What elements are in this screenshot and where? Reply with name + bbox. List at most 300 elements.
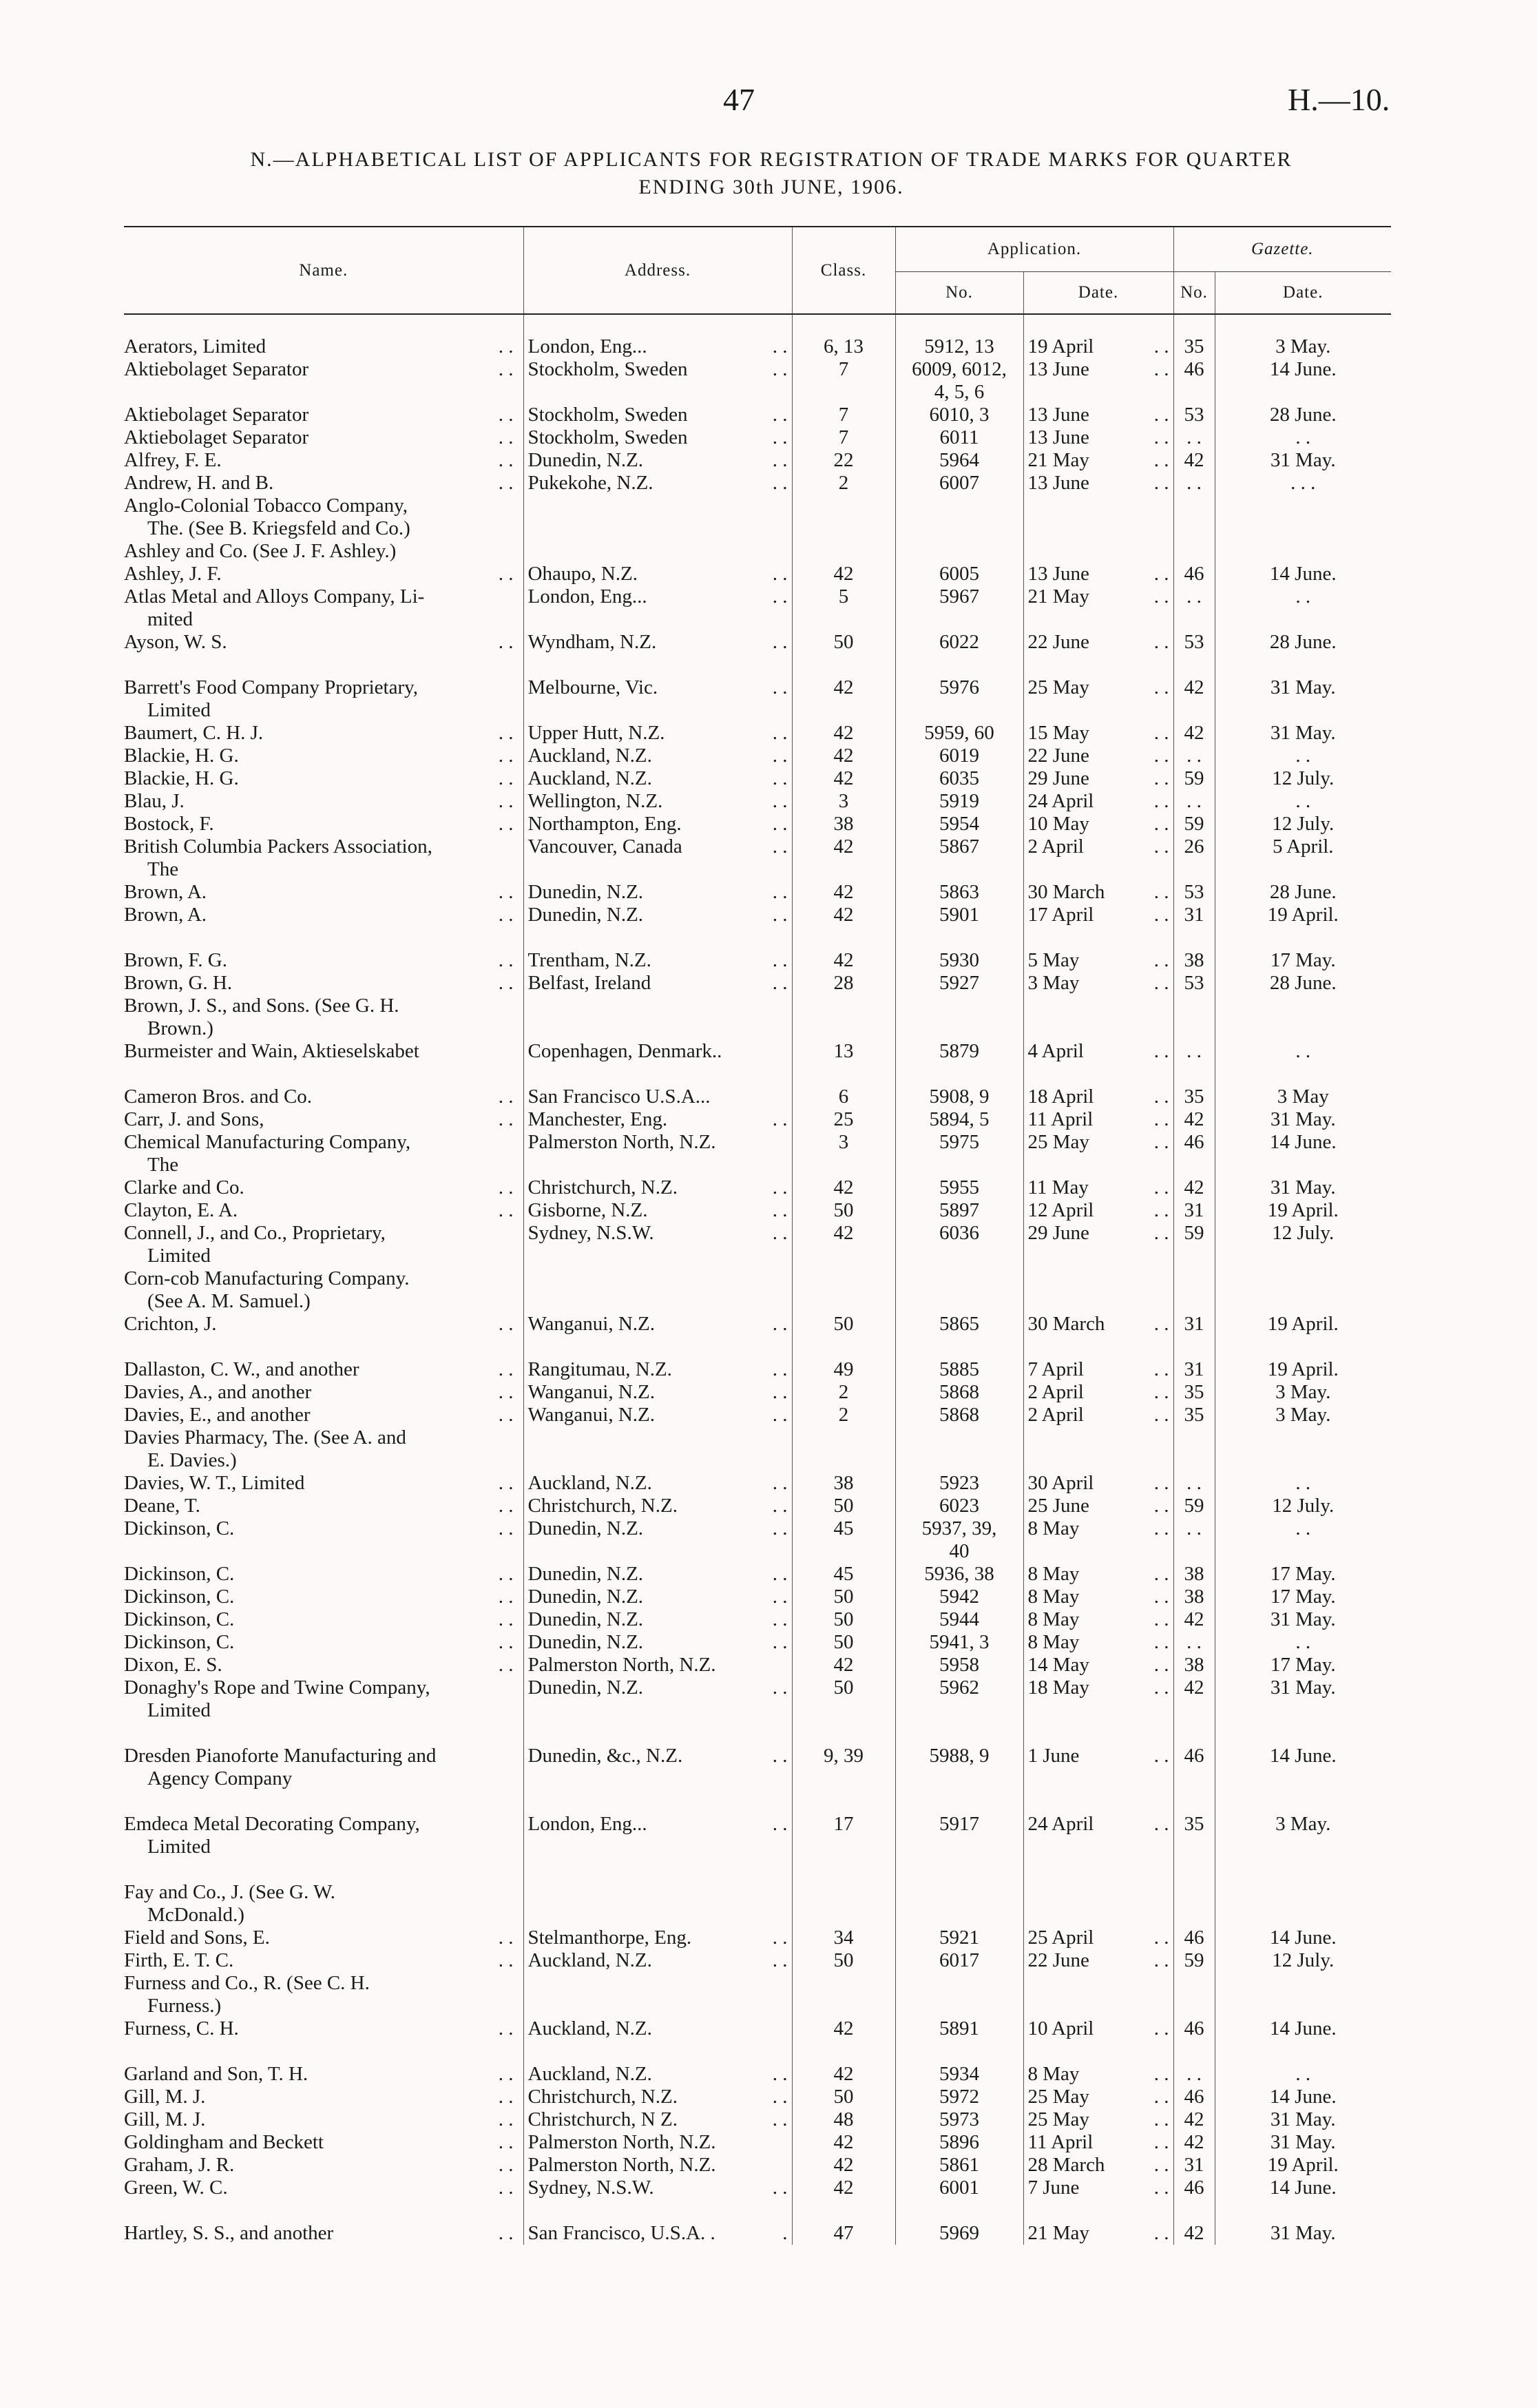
header-gazette-no: No.	[1173, 272, 1215, 315]
gazette-date: . .	[1215, 2063, 1391, 2086]
application-number: 40	[895, 1540, 1023, 1563]
gazette-date	[1215, 1881, 1391, 1904]
address-leader: . .	[772, 1586, 788, 1608]
date-leader: . .	[1153, 790, 1169, 812]
address-leader: .	[782, 2222, 788, 2244]
gazette-date: . .	[1215, 585, 1391, 608]
trade-class: 45	[792, 1563, 895, 1586]
gazette-date: 12 July.	[1215, 767, 1391, 790]
application-number: 6009, 6012,	[895, 358, 1023, 381]
application-date: 2 April	[1027, 1381, 1084, 1403]
application-number: 5919	[895, 790, 1023, 813]
gazette-number: 26	[1173, 835, 1215, 858]
application-number: 5955	[895, 1176, 1023, 1199]
applicant-address: Melbourne, Vic.	[527, 676, 658, 698]
gazette-number: 53	[1173, 972, 1215, 995]
date-leader: . .	[1153, 1949, 1169, 1971]
gazette-number: . .	[1173, 426, 1215, 449]
gazette-number	[1173, 540, 1215, 563]
gazette-number: 38	[1173, 1654, 1215, 1677]
application-number: 5921	[895, 1927, 1023, 1949]
trade-class: 42	[792, 1222, 895, 1245]
application-date: 13 June	[1027, 358, 1089, 380]
table-row	[124, 1586, 1391, 1608]
spacer-row	[124, 1063, 1391, 1086]
applicant-address: Dunedin, &c., N.Z.	[527, 1745, 683, 1767]
applicant-name: Dickinson, C.	[124, 1631, 235, 1653]
applicant-name: Davies, W. T., Limited	[124, 1472, 305, 1494]
address-leader: . .	[772, 790, 788, 812]
name-leader: . .	[498, 881, 514, 903]
gazette-number	[1173, 517, 1215, 540]
application-number	[895, 1426, 1023, 1449]
address-leader: . .	[772, 835, 788, 858]
application-date: 13 June	[1027, 472, 1089, 494]
gazette-number	[1173, 1267, 1215, 1290]
applicant-name: mited	[147, 608, 194, 630]
gazette-date: 14 June.	[1215, 2177, 1391, 2199]
application-number: 5868	[895, 1381, 1023, 1404]
applicant-address: London, Eng...	[527, 1813, 647, 1835]
applicant-name: The. (See B. Kriegsfeld and Co.)	[147, 517, 410, 539]
table-row	[124, 1813, 1391, 1836]
gazette-date: 14 June.	[1215, 1745, 1391, 1767]
gazette-date: 31 May.	[1215, 1608, 1391, 1631]
applicant-name: Dickinson, C.	[124, 1608, 235, 1630]
trade-class: 48	[792, 2108, 895, 2131]
gazette-number: 31	[1173, 1313, 1215, 1336]
trade-class: 50	[792, 1631, 895, 1654]
application-number	[895, 608, 1023, 631]
application-number	[895, 1881, 1023, 1904]
gazette-date: 14 June.	[1215, 1927, 1391, 1949]
application-date: 2 April	[1027, 1404, 1084, 1426]
address-leader: . .	[772, 1472, 788, 1494]
application-date: 25 May	[1027, 2108, 1089, 2130]
gazette-date: . . .	[1215, 472, 1391, 495]
trade-class	[792, 1767, 895, 1790]
gazette-date: 14 June.	[1215, 2086, 1391, 2108]
application-date: 29 June	[1027, 1222, 1089, 1244]
application-date: 17 April	[1027, 904, 1094, 926]
date-leader: . .	[1153, 631, 1169, 653]
application-date: 25 May	[1027, 676, 1089, 698]
applicant-name: Brown, G. H.	[124, 972, 233, 994]
applicant-address: Wanganui, N.Z.	[527, 1404, 656, 1426]
gazette-number: 59	[1173, 1949, 1215, 1972]
date-leader: . .	[1153, 1586, 1169, 1608]
gazette-date: 19 April.	[1215, 2154, 1391, 2177]
name-leader: . .	[498, 335, 514, 357]
date-leader: . .	[1153, 2063, 1169, 2085]
gazette-date	[1215, 1972, 1391, 1995]
applicant-name: Furness, C. H.	[124, 2017, 239, 2039]
date-leader: . .	[1153, 426, 1169, 448]
gazette-date	[1215, 1154, 1391, 1176]
applicant-name: (See A. M. Samuel.)	[147, 1290, 311, 1312]
gazette-number: 42	[1173, 722, 1215, 745]
gazette-number: 35	[1173, 314, 1215, 358]
address-leader: . .	[772, 563, 788, 585]
applicant-name: Limited	[147, 1836, 211, 1858]
name-leader: . .	[498, 1404, 514, 1426]
table-row	[124, 1290, 1391, 1313]
table-row	[124, 1449, 1391, 1472]
applicant-address: Pukekohe, N.Z.	[527, 472, 654, 494]
applicant-address: Rangitumau, N.Z.	[527, 1358, 672, 1380]
trade-class: 42	[792, 1654, 895, 1677]
applicant-address: Palmerston North, N.Z.	[527, 1654, 716, 1676]
application-date: 21 May	[1027, 449, 1089, 471]
gazette-date: . .	[1215, 426, 1391, 449]
address-leader: . .	[772, 1313, 788, 1335]
table-row	[124, 1836, 1391, 1858]
applicant-address: Dunedin, N.Z.	[527, 904, 644, 926]
trade-class: 25	[792, 1108, 895, 1131]
gazette-number	[1173, 1540, 1215, 1563]
trade-class: 2	[792, 472, 895, 495]
applicant-address: Christchurch, N Z.	[527, 2108, 678, 2130]
gazette-number	[1173, 1972, 1215, 1995]
application-number	[895, 1245, 1023, 1267]
name-leader: . .	[498, 790, 514, 812]
gazette-date: 31 May.	[1215, 1677, 1391, 1699]
table-row	[124, 585, 1391, 608]
name-leader: . .	[498, 426, 514, 448]
name-leader: . .	[498, 813, 514, 835]
table-row	[124, 2131, 1391, 2154]
applicant-name: Limited	[147, 699, 211, 721]
application-date: 13 June	[1027, 426, 1089, 448]
applicant-name: Bostock, F.	[124, 813, 214, 835]
applicant-address: Palmerston North, N.Z.	[527, 2154, 716, 2176]
name-leader: . .	[498, 1563, 514, 1585]
trade-class	[792, 995, 895, 1017]
application-number: 5867	[895, 835, 1023, 858]
application-number: 5942	[895, 1586, 1023, 1608]
applicant-name: Agency Company	[147, 1767, 293, 1789]
name-leader: . .	[498, 2017, 514, 2039]
application-number	[895, 1995, 1023, 2017]
gazette-date: 28 June.	[1215, 631, 1391, 654]
applicant-name: Davies Pharmacy, The. (See A. and	[124, 1426, 406, 1449]
application-number: 6017	[895, 1949, 1023, 1972]
address-leader: . .	[772, 904, 788, 926]
header-class: Class.	[792, 227, 895, 314]
address-leader: . .	[772, 1199, 788, 1221]
application-number: 5936, 38	[895, 1563, 1023, 1586]
gazette-date: . .	[1215, 1472, 1391, 1495]
application-number	[895, 1836, 1023, 1858]
name-leader: . .	[498, 2154, 514, 2176]
date-leader: . .	[1153, 1358, 1169, 1380]
document-reference: H.—10.	[1288, 82, 1390, 117]
gazette-date	[1215, 517, 1391, 540]
gazette-number: 35	[1173, 1813, 1215, 1836]
gazette-number: 59	[1173, 813, 1215, 835]
trade-class	[792, 1267, 895, 1290]
applicant-address: Auckland, N.Z.	[527, 767, 652, 789]
application-number: 5954	[895, 813, 1023, 835]
address-leader: . .	[772, 767, 788, 789]
trade-class: 34	[792, 1927, 895, 1949]
address-leader: . .	[772, 1745, 788, 1767]
applicants-table	[124, 226, 1391, 2245]
trade-class: 50	[792, 1313, 895, 1336]
application-date: 8 May	[1027, 1631, 1080, 1653]
application-date: 10 May	[1027, 813, 1089, 835]
name-leader: . .	[498, 949, 514, 971]
application-date: 15 May	[1027, 722, 1089, 744]
address-leader: . .	[772, 1358, 788, 1380]
table-row	[124, 1086, 1391, 1108]
address-leader: . .	[772, 2063, 788, 2085]
name-leader: . .	[498, 1108, 514, 1130]
applicant-address: Dunedin, N.Z.	[527, 449, 644, 471]
application-number: 5988, 9	[895, 1745, 1023, 1767]
table-row	[124, 426, 1391, 449]
applicant-address: Wellington, N.Z.	[527, 790, 663, 812]
table-row	[124, 1995, 1391, 2017]
table-row	[124, 2154, 1391, 2177]
gazette-number: 42	[1173, 2108, 1215, 2131]
gazette-number: 46	[1173, 563, 1215, 585]
applicant-address: Palmerston North, N.Z.	[527, 2131, 716, 2153]
address-leader: . .	[772, 1631, 788, 1653]
application-number: 5972	[895, 2086, 1023, 2108]
application-date: 22 June	[1027, 631, 1089, 653]
applicant-address: London, Eng...	[527, 585, 647, 608]
gazette-number: 31	[1173, 2154, 1215, 2177]
table-row	[124, 790, 1391, 813]
gazette-date	[1215, 540, 1391, 563]
application-date: 13 June	[1027, 563, 1089, 585]
application-number: 5865	[895, 1313, 1023, 1336]
applicant-name: Baumert, C. H. J.	[124, 722, 264, 744]
applicant-name: Gill, M. J.	[124, 2086, 206, 2108]
gazette-number: 42	[1173, 1176, 1215, 1199]
applicant-name: Corn-cob Manufacturing Company.	[124, 1267, 410, 1289]
gazette-date	[1215, 1540, 1391, 1563]
trade-class: 3	[792, 790, 895, 813]
applicant-name: Gill, M. J.	[124, 2108, 206, 2130]
applicant-name: Limited	[147, 1245, 211, 1267]
name-leader: . .	[498, 1927, 514, 1949]
applicant-name: Emdeca Metal Decorating Company,	[124, 1813, 420, 1835]
address-leader: . .	[772, 358, 788, 380]
spacer-row	[124, 2040, 1391, 2063]
table-row	[124, 1767, 1391, 1790]
applicant-name: Garland and Son, T. H.	[124, 2063, 309, 2085]
applicant-address: Auckland, N.Z.	[527, 2063, 652, 2085]
table-row	[124, 404, 1391, 426]
trade-class	[792, 1836, 895, 1858]
applicant-name: Furness.)	[147, 1995, 222, 2017]
applicant-name: Atlas Metal and Alloys Company, Li-	[124, 585, 425, 608]
gazette-date: . .	[1215, 1517, 1391, 1540]
applicant-address: Dunedin, N.Z.	[527, 1608, 644, 1630]
gazette-number	[1173, 381, 1215, 404]
header-app-no: No.	[895, 272, 1023, 315]
applicant-name: Brown, A.	[124, 881, 207, 903]
gazette-number: 42	[1173, 2222, 1215, 2245]
application-date: 7 June	[1027, 2177, 1080, 2199]
trade-class: 42	[792, 2063, 895, 2086]
date-leader: . .	[1153, 1040, 1169, 1062]
trade-class: 42	[792, 835, 895, 858]
gazette-number	[1173, 1290, 1215, 1313]
applicant-name: Dresden Pianoforte Manufacturing and	[124, 1745, 437, 1767]
gazette-date: 17 May.	[1215, 1654, 1391, 1677]
table-row	[124, 722, 1391, 745]
gazette-date: 3 May.	[1215, 1404, 1391, 1426]
date-leader: . .	[1153, 2177, 1169, 2199]
applicant-name: The	[147, 1154, 179, 1176]
application-date: 7 April	[1027, 1358, 1084, 1380]
application-number: 5927	[895, 972, 1023, 995]
trade-class: 50	[792, 631, 895, 654]
date-leader: . .	[1153, 835, 1169, 858]
trade-class: 42	[792, 949, 895, 972]
table-row	[124, 1017, 1391, 1040]
applicant-name: The	[147, 858, 179, 880]
gazette-number: 35	[1173, 1086, 1215, 1108]
date-leader: . .	[1153, 2154, 1169, 2176]
table-row	[124, 1904, 1391, 1927]
address-leader: . .	[772, 1563, 788, 1585]
gazette-number: 38	[1173, 949, 1215, 972]
application-number	[895, 858, 1023, 881]
application-date: 25 May	[1027, 1131, 1089, 1153]
applicant-name: British Columbia Packers Association,	[124, 835, 432, 858]
date-leader: . .	[1153, 1517, 1169, 1539]
applicant-address: Wyndham, N.Z.	[527, 631, 657, 653]
applicant-address: Northampton, Eng.	[527, 813, 682, 835]
applicant-address: Vancouver, Canada	[527, 835, 682, 858]
applicant-name: Burmeister and Wain, Aktieselskabet	[124, 1040, 419, 1062]
date-leader: . .	[1153, 1222, 1169, 1244]
gazette-number	[1173, 1904, 1215, 1927]
address-leader: . .	[772, 2108, 788, 2130]
title-line-1: N.—ALPHABETICAL LIST OF APPLICANTS FOR REGISTRATION OF TRADE MARKS FOR QUARTER	[250, 148, 1293, 171]
table-row	[124, 608, 1391, 631]
name-leader: . .	[498, 1176, 514, 1198]
trade-class: 42	[792, 676, 895, 699]
name-leader: . .	[498, 745, 514, 767]
application-number: 6036	[895, 1222, 1023, 1245]
gazette-number	[1173, 1881, 1215, 1904]
trade-class: 42	[792, 767, 895, 790]
trade-class: 2	[792, 1404, 895, 1426]
trade-class: 22	[792, 449, 895, 472]
date-leader: . .	[1153, 767, 1169, 789]
gazette-number: 31	[1173, 904, 1215, 926]
gazette-date	[1215, 1017, 1391, 1040]
gazette-number: . .	[1173, 1631, 1215, 1654]
applicant-name: Dallaston, C. W., and another	[124, 1358, 359, 1380]
applicant-name: Limited	[147, 1699, 211, 1721]
gazette-date	[1215, 1245, 1391, 1267]
address-leader: . .	[772, 2177, 788, 2199]
address-leader: . .	[772, 1176, 788, 1198]
application-number	[895, 1449, 1023, 1472]
gazette-number: . .	[1173, 472, 1215, 495]
spacer-row	[124, 926, 1391, 949]
gazette-number: 35	[1173, 1381, 1215, 1404]
date-leader: . .	[1153, 813, 1169, 835]
header-name: Name.	[299, 260, 348, 280]
gazette-number	[1173, 1699, 1215, 1722]
applicant-name: Blackie, H. G.	[124, 767, 239, 789]
name-leader: . .	[498, 904, 514, 926]
date-leader: . .	[1153, 2108, 1169, 2130]
table-row	[124, 949, 1391, 972]
date-leader: . .	[1153, 1086, 1169, 1108]
name-leader: . .	[498, 2086, 514, 2108]
application-number: 6011	[895, 426, 1023, 449]
trade-class: 42	[792, 2131, 895, 2154]
gazette-number	[1173, 1995, 1215, 2017]
name-leader: . .	[498, 2222, 514, 2244]
application-number	[895, 540, 1023, 563]
application-date: 11 April	[1027, 1108, 1094, 1130]
table-row	[124, 904, 1391, 926]
date-leader: . .	[1153, 1927, 1169, 1949]
applicant-name: Graham, J. R.	[124, 2154, 235, 2176]
name-leader: . .	[498, 358, 514, 380]
table-row	[124, 1040, 1391, 1063]
address-leader: . .	[772, 404, 788, 426]
trade-class: 3	[792, 1131, 895, 1154]
gazette-date: 31 May.	[1215, 1108, 1391, 1131]
address-leader: . .	[772, 335, 788, 357]
applicant-name: Aerators, Limited	[124, 335, 266, 357]
application-date: 11 May	[1027, 1176, 1089, 1198]
date-leader: . .	[1153, 2086, 1169, 2108]
applicant-address: Christchurch, N.Z.	[527, 2086, 678, 2108]
application-date: 11 April	[1027, 2131, 1094, 2153]
table-row	[124, 540, 1391, 563]
name-leader: . .	[498, 631, 514, 653]
address-leader: . .	[772, 972, 788, 994]
applicant-name: Crichton, J.	[124, 1313, 217, 1335]
date-leader: . .	[1153, 722, 1169, 744]
gazette-date	[1215, 495, 1391, 517]
applicant-address: Stelmanthorpe, Eng.	[527, 1927, 692, 1949]
gazette-number: 53	[1173, 404, 1215, 426]
application-number: 5917	[895, 1813, 1023, 1836]
trade-class: 42	[792, 881, 895, 904]
gazette-number: 46	[1173, 2086, 1215, 2108]
applicant-address: Sydney, N.S.W.	[527, 2177, 654, 2199]
name-leader: . .	[498, 1086, 514, 1108]
date-leader: . .	[1153, 972, 1169, 994]
application-number: 5973	[895, 2108, 1023, 2131]
table-row	[124, 767, 1391, 790]
gazette-date: 19 April.	[1215, 1199, 1391, 1222]
trade-class	[792, 1290, 895, 1313]
application-date: 25 April	[1027, 1927, 1094, 1949]
gazette-date	[1215, 1699, 1391, 1722]
application-number	[895, 1267, 1023, 1290]
gazette-date	[1215, 1767, 1391, 1790]
gazette-number	[1173, 1767, 1215, 1790]
table-body	[124, 314, 1391, 2245]
applicant-name: Davies, E., and another	[124, 1404, 311, 1426]
trade-class: 42	[792, 1176, 895, 1199]
header-app-date: Date.	[1023, 272, 1173, 315]
trade-class: 50	[792, 1495, 895, 1517]
